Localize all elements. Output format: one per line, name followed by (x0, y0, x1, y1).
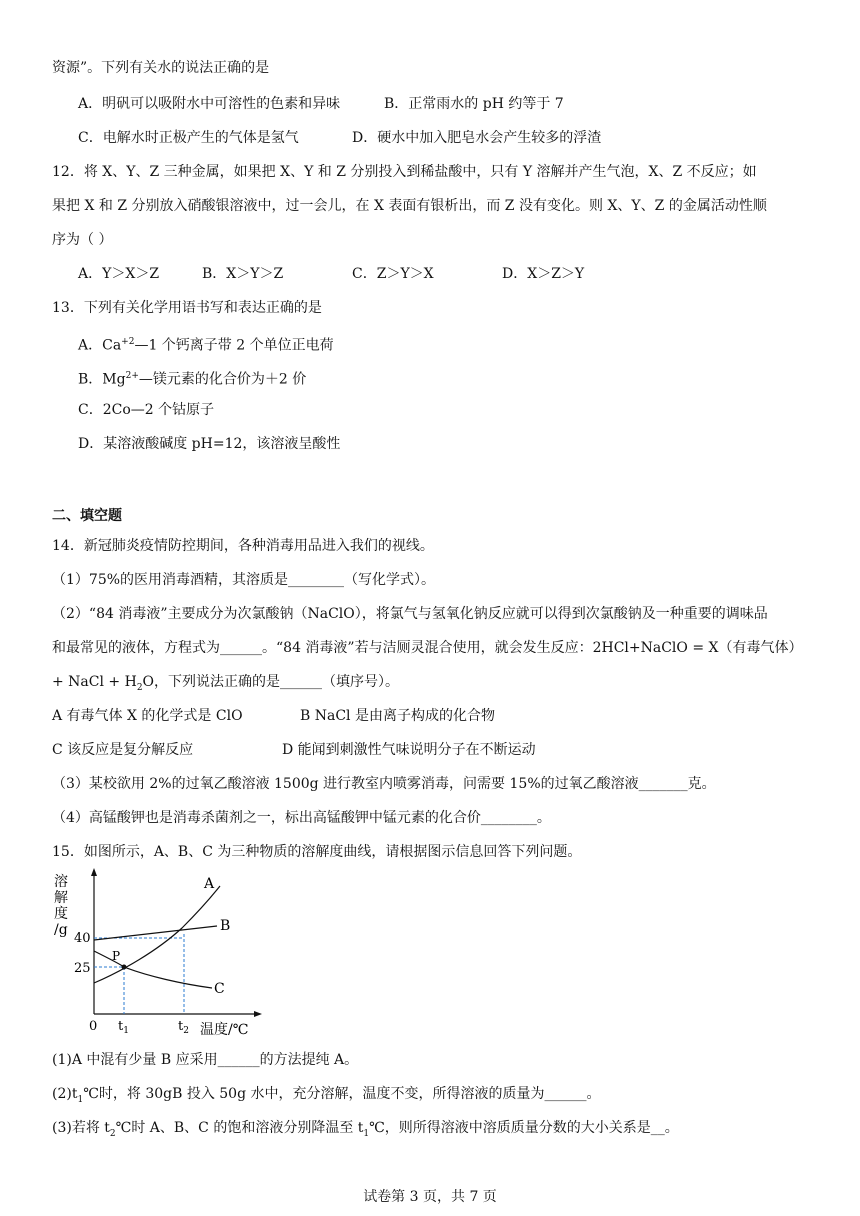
q13b-rest: —镁元素的化合价为＋2 价 (138, 371, 307, 388)
q13-option-c: C．2Co—2 个钴原子 (78, 402, 215, 418)
q13-option-a (78, 332, 334, 356)
origin-label: 0 (89, 1019, 98, 1034)
section-heading: 二、填空题 (52, 508, 122, 524)
q13-option-d: D．某溶液酸碱度 pH=12，该溶液呈酸性 (78, 436, 341, 452)
q15-part1: (1)A 中混有少量 B 应采用______的方法提纯 A。 (52, 1052, 359, 1068)
q15-3-subscript-2: 1 (363, 1128, 370, 1139)
solubility-chart-svg (52, 866, 272, 1038)
q13a-superscript: +2 (121, 337, 135, 347)
q11-option-b: B．正常雨水的 pH 约等于 7 (384, 96, 564, 112)
q13b-superscript: 2+ (125, 371, 139, 381)
y-axis-label-2: 解 (54, 890, 68, 906)
x-tick-t1: $t_1$ (118, 1019, 129, 1036)
q14-stem: 14．新冠肺炎疫情防控期间，各种消毒用品进入我们的视线。 (52, 538, 434, 554)
q14-part1: （1）75%的医用消毒酒精，其溶质是________（写化学式）。 (52, 572, 436, 588)
point-label-p: P (112, 949, 121, 963)
series-label-c: C (214, 981, 225, 997)
q14-option-c: C 该反应是复分解反应 (52, 742, 194, 758)
q14-2c-text: + NaCl + H (52, 674, 137, 690)
q15-3-mid: ℃时 A、B、C 的饱和溶液分别降温至 t (115, 1120, 364, 1136)
q14-part2-line1: （2）“84 消毒液”主要成分为次氯酸钠（NaClO），将氯气与氢氧化钠反应就可以得到次氯酸钠及一种重要的调味品 (52, 606, 768, 622)
y-tick-25: 25 (74, 961, 91, 976)
q12-option-c: C．Z＞Y＞X (352, 266, 434, 282)
y-tick-40: 40 (74, 931, 91, 946)
q14-part2-line2: 和最常见的液体，方程式为______。“84 消毒液”若与洁厕灵混合使用，就会发生反应：2HCl+NaClO = X（有毒气体） (52, 640, 803, 656)
q11-option-c: C．电解水时正极产生的气体是氢气 (78, 130, 299, 146)
q12-stem-line1: 12．将 X、Y、Z 三种金属，如果把 X、Y 和 Z 分别投入到稀盐酸中，只有 Y 溶解并产生气泡，X、Z 不反应；如 (52, 164, 757, 180)
q14-option-a: A 有毒气体 X 的化学式是 ClO (52, 708, 243, 724)
series-label-a: A (204, 876, 215, 892)
q14-part4: （4）高锰酸钾也是消毒杀菌剂之一，标出高锰酸钾中锰元素的化合价________。 (52, 810, 551, 826)
q15-3-subscript-1: 2 (109, 1128, 116, 1139)
q11-stem-tail: 资源”。下列有关水的说法正确的是 (52, 60, 270, 76)
q15-3-rest: ℃，则所得溶液中溶质质量分数的大小关系是__。 (369, 1120, 679, 1136)
q15-2-subscript: 1 (77, 1094, 84, 1105)
y-axis-label-4: /g (54, 922, 68, 938)
q12-stem-line3: 序为（ ） (52, 232, 113, 248)
q14-option-b: B NaCl 是由离子构成的化合物 (300, 708, 495, 724)
curve-a (94, 886, 220, 983)
q11-option-d: D．硬水中加入肥皂水会产生较多的浮渣 (352, 130, 602, 146)
q13-option-b (78, 366, 306, 390)
q15-part3 (52, 1118, 679, 1144)
q12-option-d: D．X＞Z＞Y (502, 266, 585, 282)
q12-option-b: B．X＞Y＞Z (202, 266, 284, 282)
q14-part3: （3）某校欲用 2%的过氧乙酸溶液 1500g 进行教室内喷雾消毒，问需要 15%的过氧乙酸溶液_______克。 (52, 776, 716, 792)
q13-stem: 13．下列有关化学用语书写和表达正确的是 (52, 300, 322, 316)
q13a-text: A．Ca (78, 337, 122, 354)
solubility-chart (52, 866, 272, 1038)
y-axis-arrow-icon (91, 868, 97, 876)
q14-2c-rest: O，下列说法正确的是______（填序号）。 (142, 674, 400, 690)
x-tick-t2: $t_2$ (178, 1019, 189, 1036)
y-axis-label-1: 溶 (54, 874, 68, 890)
q15-2-rest: ℃时，将 30gB 投入 50g 水中，充分溶解，温度不变，所得溶液的质量为______。 (83, 1086, 601, 1102)
y-axis-label-3: 度 (54, 906, 68, 922)
q15-2-text: (2)t (52, 1086, 78, 1102)
q15-stem: 15．如图所示，A、B、C 为三种物质的溶解度曲线，请根据图示信息回答下列问题。 (52, 844, 582, 860)
x-axis-arrow-icon (254, 1011, 262, 1017)
series-label-b: B (220, 918, 231, 934)
q11-option-a: A．明矾可以吸附水中可溶性的色素和异味 (78, 96, 341, 112)
q12-option-a: A．Y＞X＞Z (78, 266, 160, 282)
q14-part2-line3 (52, 672, 399, 698)
x-axis-label: 温度/℃ (200, 1022, 249, 1038)
page-footer: 试卷第 3 页，共 7 页 (363, 1189, 497, 1205)
q14-option-d: D 能闻到刺激性气味说明分子在不断运动 (282, 742, 536, 758)
q14-2c-subscript: 2 (136, 682, 143, 693)
q13b-text: B．Mg (78, 371, 126, 388)
intersection-point (122, 965, 127, 970)
q13a-rest: —1 个钙离子带 2 个单位正电荷 (134, 337, 334, 354)
q15-part2 (52, 1084, 601, 1110)
q12-stem-line2: 果把 X 和 Z 分别放入硝酸银溶液中，过一会儿，在 X 表面有银析出，而 Z 没有变化。则 X、Y、Z 的金属活动性顺 (52, 198, 767, 214)
q15-3-text: (3)若将 t (52, 1120, 110, 1136)
